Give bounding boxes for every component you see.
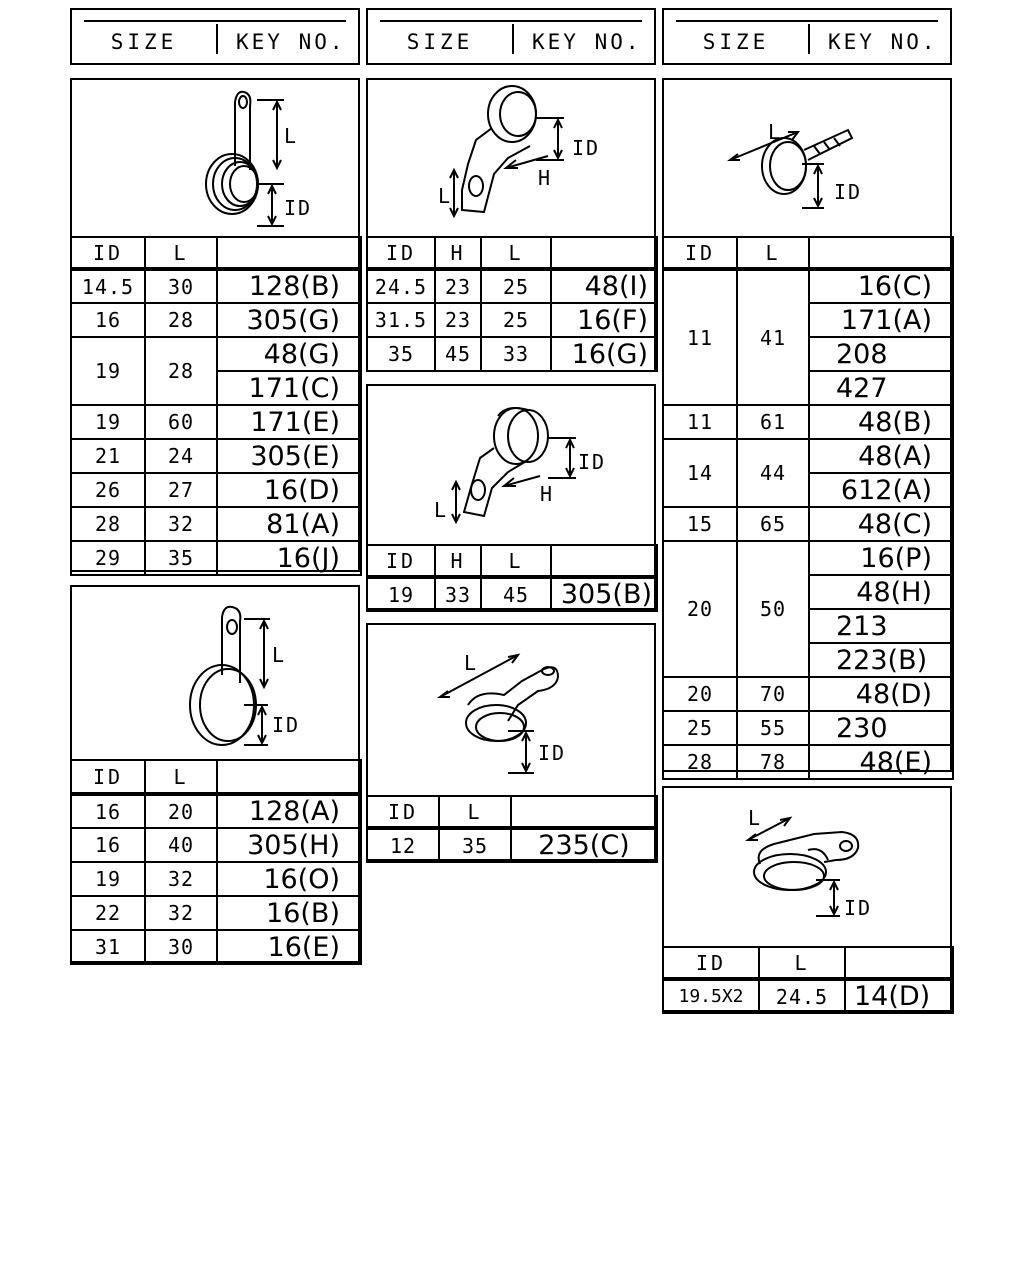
cell-id: 25 [663, 711, 737, 745]
cell-id: 12 [367, 828, 439, 862]
cell-key: 171(C) [217, 371, 361, 405]
clamp-panel-c2-top [366, 78, 656, 372]
cell-key: 16(P) [809, 541, 953, 575]
dim-label-h: H [540, 482, 555, 506]
cell-id: 19 [71, 337, 145, 405]
col-header-id: ID [367, 545, 435, 577]
cell-id: 28 [71, 507, 145, 541]
cell-l: 50 [737, 541, 809, 677]
cell-l: 30 [145, 930, 217, 964]
col-header-l: L [737, 237, 809, 269]
dim-label-l: L [768, 120, 783, 144]
cell-id: 16 [71, 303, 145, 337]
dim-label-id: ID [538, 741, 567, 765]
col-header-l: L [439, 796, 511, 828]
col-header-l: L [759, 947, 845, 979]
cell-key: 48(D) [809, 677, 953, 711]
cell-id: 31.5 [367, 303, 435, 337]
cell-l: 28 [145, 337, 217, 405]
clamp-drawing [664, 788, 950, 948]
cell-key: 48(I) [551, 269, 657, 303]
cell-h: 45 [435, 337, 481, 371]
col-header-key [551, 545, 657, 577]
col-header-l: L [481, 237, 551, 269]
cell-id: 19.5X2 [663, 979, 759, 1013]
header-col2 [366, 8, 656, 65]
col-header-key [217, 237, 361, 269]
cell-l: 25 [481, 269, 551, 303]
cell-key: 81(A) [217, 507, 361, 541]
cell-id: 14.5 [71, 269, 145, 303]
cell-l: 28 [145, 303, 217, 337]
size-header: SIZE [702, 30, 770, 54]
dim-label-id: ID [578, 450, 607, 474]
col-header-key [217, 760, 361, 794]
cell-key: 305(G) [217, 303, 361, 337]
col-header-key [845, 947, 953, 979]
col-header-id: ID [71, 237, 145, 269]
col-header-id: ID [367, 796, 439, 828]
col-header-key [809, 237, 953, 269]
size-table [70, 236, 362, 576]
clamp-drawing [72, 587, 358, 762]
dim-label-h: H [538, 166, 553, 190]
cell-id: 16 [71, 794, 145, 828]
cell-h: 33 [435, 577, 481, 611]
dim-label-l: L [272, 643, 287, 667]
dim-label-l: L [464, 651, 479, 675]
cell-key: 305(H) [217, 828, 361, 862]
cell-key: 16(O) [217, 862, 361, 896]
clamp-drawing [664, 80, 950, 238]
size-table [70, 759, 362, 965]
clamp-panel-c3-top [662, 78, 952, 778]
col-header-l: L [481, 545, 551, 577]
cell-id: 21 [71, 439, 145, 473]
cell-id: 20 [663, 541, 737, 677]
cell-l: 41 [737, 269, 809, 405]
cell-l: 61 [737, 405, 809, 439]
clamp-drawing [368, 386, 654, 546]
cell-id: 16 [71, 828, 145, 862]
header-rule [676, 20, 938, 22]
cell-l: 24 [145, 439, 217, 473]
header-col1 [70, 8, 360, 65]
clamp-panel-c2-mid [366, 384, 656, 610]
cell-id: 29 [71, 541, 145, 575]
cell-key: 16(B) [217, 896, 361, 930]
cell-h: 23 [435, 303, 481, 337]
cell-key: 612(A) [809, 473, 953, 507]
cell-id: 28 [663, 745, 737, 779]
clamp-drawing [368, 80, 654, 238]
cell-l: 70 [737, 677, 809, 711]
cell-id: 11 [663, 269, 737, 405]
cell-id: 11 [663, 405, 737, 439]
col-header-id: ID [71, 760, 145, 794]
col-header-id: ID [367, 237, 435, 269]
clamp-drawing [72, 80, 358, 238]
dim-label-id: ID [272, 713, 301, 737]
key-no-header: KEY NO. [236, 30, 346, 54]
dim-label-id: ID [844, 896, 873, 920]
col-header-l: L [145, 237, 217, 269]
cell-key: 128(A) [217, 794, 361, 828]
cell-key: 171(A) [809, 303, 953, 337]
header-rule [84, 20, 346, 22]
col-header-l: L [145, 760, 217, 794]
cell-key: 230 [809, 711, 953, 745]
cell-l: 32 [145, 862, 217, 896]
cell-key: 48(C) [809, 507, 953, 541]
col-header-id: ID [663, 947, 759, 979]
size-header: SIZE [110, 30, 178, 54]
cell-l: 65 [737, 507, 809, 541]
cell-l: 35 [145, 541, 217, 575]
cell-l: 44 [737, 439, 809, 507]
dim-label-l: L [434, 498, 449, 522]
size-header: SIZE [406, 30, 474, 54]
dim-label-id: ID [572, 136, 601, 160]
size-table [662, 946, 954, 1014]
cell-key: 16(E) [217, 930, 361, 964]
cell-key: 305(E) [217, 439, 361, 473]
dim-label-l: L [284, 124, 299, 148]
cell-l: 27 [145, 473, 217, 507]
cell-key: 213 [809, 609, 953, 643]
header-col3 [662, 8, 952, 65]
key-no-header: KEY NO. [828, 30, 938, 54]
cell-key: 235(C) [511, 828, 657, 862]
cell-id: 31 [71, 930, 145, 964]
clamp-panel-c3-bottom [662, 786, 952, 1012]
cell-key: 48(A) [809, 439, 953, 473]
cell-l: 30 [145, 269, 217, 303]
cell-l: 55 [737, 711, 809, 745]
cell-key: 48(G) [217, 337, 361, 371]
cell-key: 128(B) [217, 269, 361, 303]
dim-label-l: L [438, 184, 453, 208]
cell-l: 33 [481, 337, 551, 371]
header-rule [380, 20, 642, 22]
col-header-h: H [435, 545, 481, 577]
cell-key: 48(E) [809, 745, 953, 779]
cell-key: 16(D) [217, 473, 361, 507]
cell-key: 16(G) [551, 337, 657, 371]
cell-l: 25 [481, 303, 551, 337]
dim-label-id: ID [834, 180, 863, 204]
dim-label-id: ID [284, 196, 313, 220]
cell-key: 16(J) [217, 541, 361, 575]
cell-id: 15 [663, 507, 737, 541]
cell-id: 24.5 [367, 269, 435, 303]
col-header-key [511, 796, 657, 828]
cell-id: 19 [367, 577, 435, 611]
clamp-drawing [368, 625, 654, 795]
cell-key: 16(C) [809, 269, 953, 303]
size-table [662, 236, 954, 780]
cell-key: 305(B) [551, 577, 657, 611]
size-table [366, 236, 658, 372]
cell-key: 171(E) [217, 405, 361, 439]
key-no-header: KEY NO. [532, 30, 642, 54]
cell-l: 32 [145, 507, 217, 541]
cell-l: 35 [439, 828, 511, 862]
cell-id: 22 [71, 896, 145, 930]
cell-id: 20 [663, 677, 737, 711]
cell-key: 16(F) [551, 303, 657, 337]
cell-key: 48(H) [809, 575, 953, 609]
col-header-key [551, 237, 657, 269]
cell-key: 427 [809, 371, 953, 405]
cell-l: 20 [145, 794, 217, 828]
cell-l: 40 [145, 828, 217, 862]
cell-l: 60 [145, 405, 217, 439]
size-table [366, 795, 658, 863]
cell-key: 48(B) [809, 405, 953, 439]
cell-id: 26 [71, 473, 145, 507]
col-header-id: ID [663, 237, 737, 269]
cell-id: 14 [663, 439, 737, 507]
cell-h: 23 [435, 269, 481, 303]
dim-label-l: L [748, 806, 763, 830]
cell-l: 45 [481, 577, 551, 611]
col-header-h: H [435, 237, 481, 269]
clamp-panel-c2-bottom [366, 623, 656, 861]
cell-key: 14(D) [845, 979, 953, 1013]
cell-l: 24.5 [759, 979, 845, 1013]
cell-id: 19 [71, 405, 145, 439]
cell-l: 32 [145, 896, 217, 930]
cell-id: 19 [71, 862, 145, 896]
clamp-panel-c1-top [70, 78, 360, 572]
cell-id: 35 [367, 337, 435, 371]
size-table [366, 544, 658, 612]
cell-key: 208 [809, 337, 953, 371]
cell-l: 78 [737, 745, 809, 779]
clamp-panel-c1-bottom [70, 585, 360, 963]
cell-key: 223(B) [809, 643, 953, 677]
